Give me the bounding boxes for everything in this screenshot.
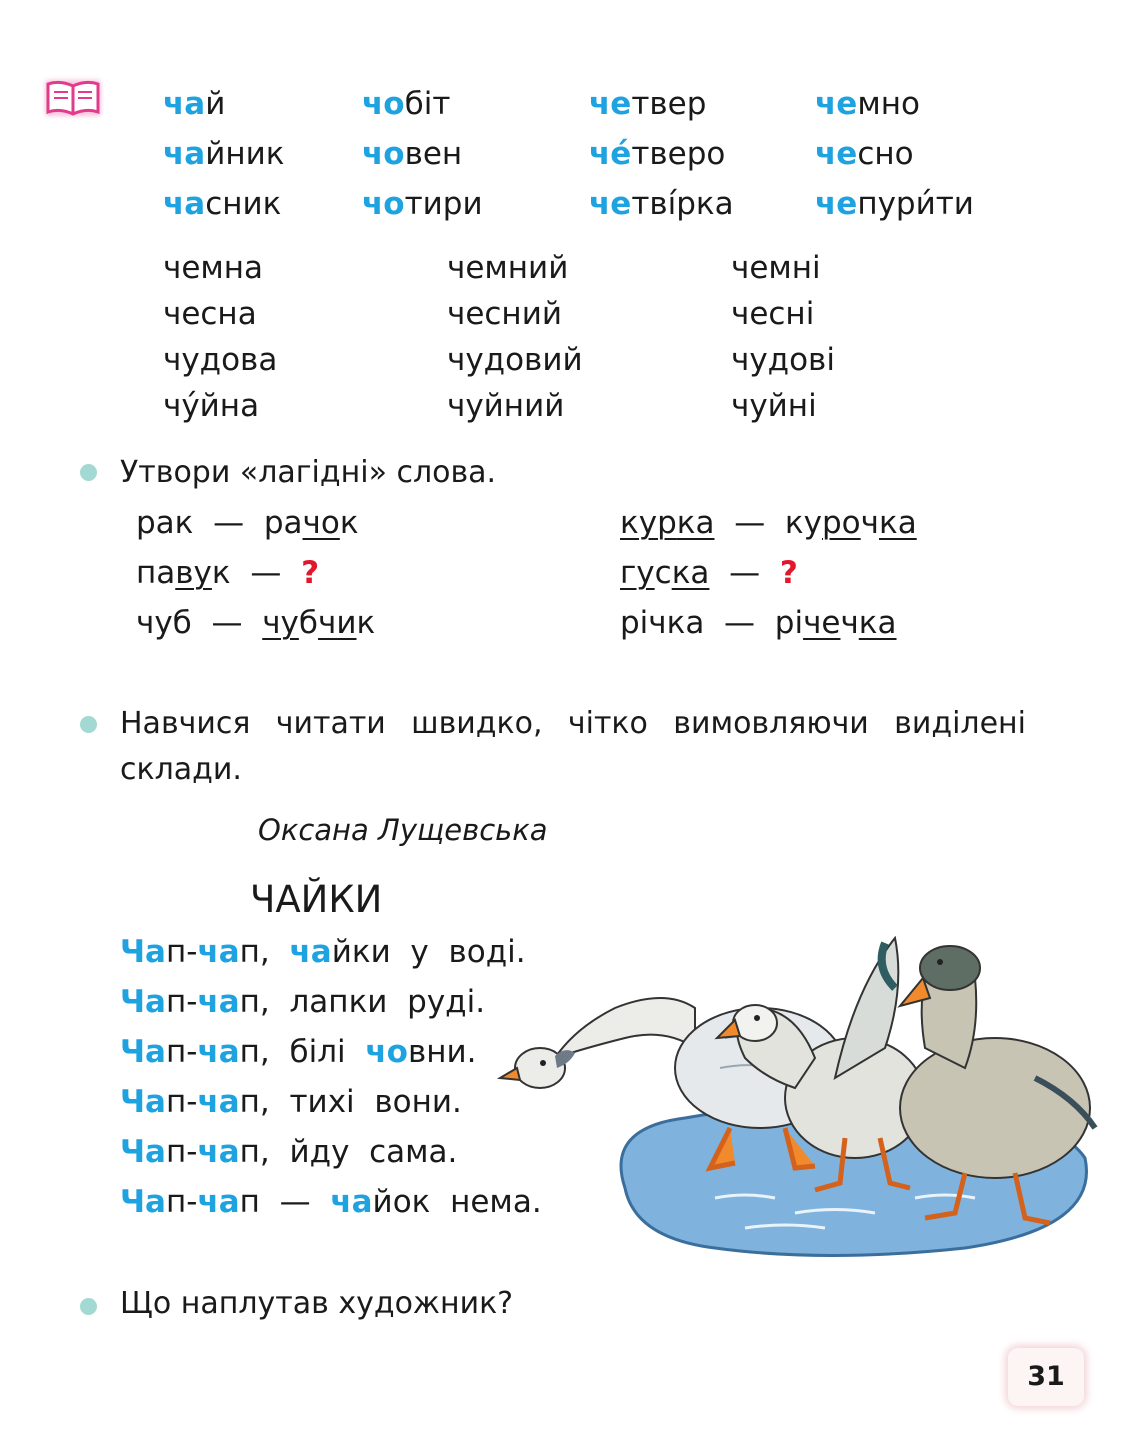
- syllable-word: човен: [362, 136, 463, 172]
- syllable-word: чайник: [163, 136, 285, 172]
- adjective-word: чемна: [163, 250, 264, 286]
- syllable-word: чобіт: [362, 86, 451, 122]
- poem-line: Чап-чап, лапки руді.: [120, 984, 486, 1020]
- adjective-word: чуйні: [731, 388, 817, 424]
- question-mark: ?: [779, 555, 798, 591]
- syllable-word: часник: [163, 186, 282, 222]
- syllable-word: чесно: [815, 136, 914, 172]
- adjective-word: чесний: [447, 296, 562, 332]
- syllable-word: чемно: [815, 86, 920, 122]
- syllable-word: четвер: [589, 86, 707, 122]
- diminutive-pair: рак — рачок: [136, 505, 359, 541]
- syllable-word: чепури́ти: [815, 186, 974, 222]
- adjective-word: чуйний: [447, 388, 565, 424]
- task-instruction-continued: склади.: [120, 752, 242, 787]
- adjective-word: чесні: [731, 296, 815, 332]
- poem-line: Чап-чап, чайки у воді.: [120, 934, 526, 970]
- syllable-word: чотири: [362, 186, 483, 222]
- task-bullet: [80, 716, 97, 733]
- poem-title: ЧАЙКИ: [250, 878, 383, 921]
- task-instruction: Утвори «лагідні» слова.: [120, 455, 497, 490]
- adjective-word: чесна: [163, 296, 257, 332]
- diminutive-pair: чуб — чубчик: [136, 605, 376, 641]
- task-bullet: [80, 464, 97, 481]
- adjective-word: чемний: [447, 250, 569, 286]
- diminutive-pair: павук — ?: [136, 555, 320, 591]
- adjective-word: чемні: [731, 250, 821, 286]
- adjective-word: чу́йна: [163, 388, 260, 424]
- syllable-word: четві́рка: [589, 186, 734, 222]
- task-bullet: [80, 1298, 97, 1315]
- task-instruction: Що наплутав художник?: [120, 1286, 514, 1321]
- task-instruction: Навчися читати швидко, чітко вимовляючи виділені: [120, 706, 1026, 741]
- diminutive-pair: курка — курочка: [620, 505, 917, 541]
- poem-line: Чап-чап — чайок нема.: [120, 1184, 542, 1220]
- syllable-word: чай: [163, 86, 226, 122]
- adjective-word: чудові: [731, 342, 835, 378]
- syllable-word: че́тверо: [589, 136, 726, 172]
- poem-line: Чап-чап, йду сама.: [120, 1134, 458, 1170]
- poem-author: Оксана Лущевська: [258, 813, 548, 847]
- poem-line: Чап-чап, білі човни.: [120, 1034, 477, 1070]
- page-number: 31: [1027, 1361, 1065, 1392]
- poem-line: Чап-чап, тихі вони.: [120, 1084, 462, 1120]
- open-book-icon: [42, 72, 104, 122]
- diminutive-pair: гуска — ?: [620, 555, 798, 591]
- adjective-word: чудовий: [447, 342, 583, 378]
- question-mark: ?: [301, 555, 320, 591]
- page-number-badge: [1008, 1348, 1084, 1406]
- geese-illustration: [495, 928, 1105, 1258]
- diminutive-pair: річка — річечка: [620, 605, 897, 641]
- adjective-word: чудова: [163, 342, 278, 378]
